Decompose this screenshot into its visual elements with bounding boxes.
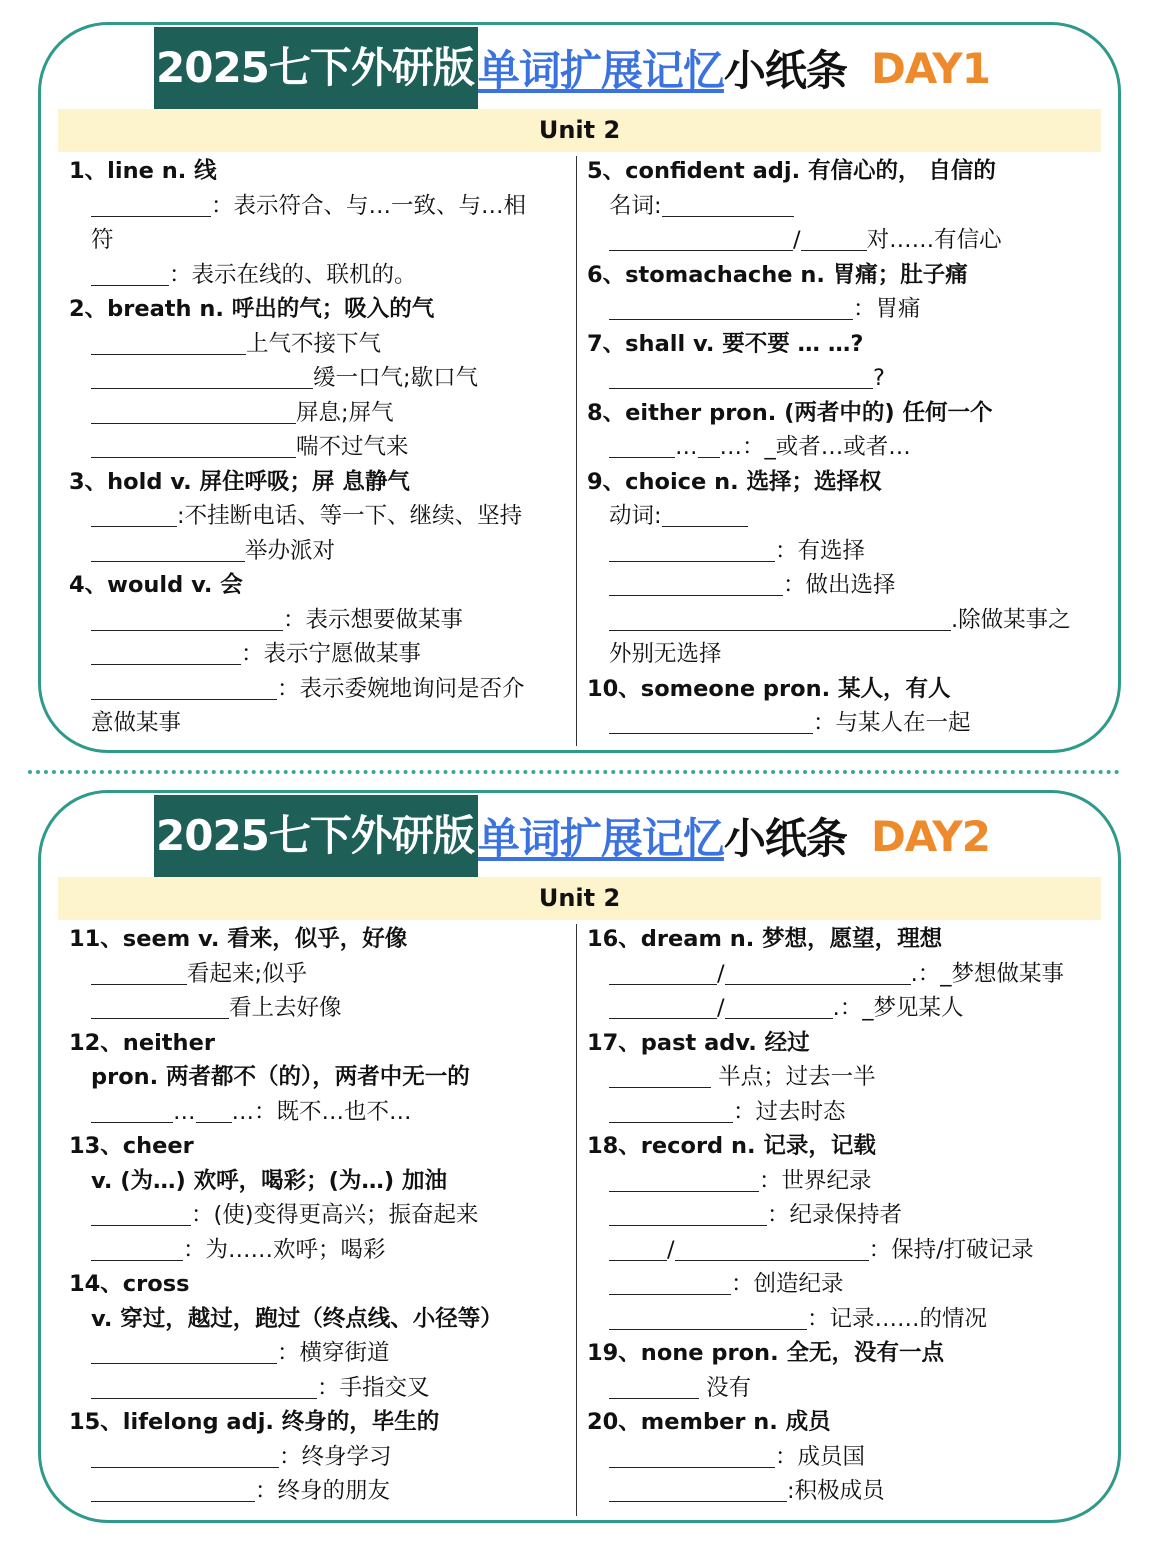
fill-in-blank[interactable] [609, 571, 783, 596]
word-entry-line [587, 1233, 1097, 1268]
word-entry-line [587, 991, 1097, 1026]
entry-text: / [793, 227, 801, 253]
fill-in-blank[interactable] [725, 994, 833, 1019]
entry-text: 看上去好像 [229, 995, 342, 1021]
entry-text: ：做出选择 [783, 572, 896, 598]
word-entry-line [587, 534, 1097, 569]
entry-text: ：(使)变得更高兴；振奋起来 [191, 1202, 479, 1228]
entry-text-after: .：_梦想做某事 [910, 960, 1064, 987]
right-column [587, 922, 1097, 1509]
entry-text: 喘不过气来 [296, 434, 409, 460]
word-entry-line [69, 327, 569, 362]
word-entry-line [587, 499, 1097, 534]
fill-in-blank[interactable] [662, 502, 748, 527]
entry-text: 14、cross [69, 1271, 190, 1297]
word-entry-heading [587, 922, 1097, 957]
word-entry-line [69, 1095, 569, 1130]
entry-text: 名词: [609, 192, 662, 219]
entry-text: 15、lifelong adj. 终身的，毕生的 [69, 1409, 440, 1435]
entry-text: 20、member n. 成员 [587, 1409, 831, 1435]
entry-text-after: .：_梦见某人 [832, 995, 964, 1021]
fill-in-blank[interactable] [609, 226, 793, 251]
entry-text: 3、hold v. 屏住呼吸；屏 息静气 [69, 468, 410, 495]
entry-text: 18、record n. 记录，记载 [587, 1133, 876, 1159]
entry-text: 没有 [699, 1374, 752, 1401]
column-divider [576, 924, 577, 1516]
word-entry-line [69, 1302, 569, 1337]
word-entry-line [587, 603, 1097, 638]
word-entry-heading [587, 396, 1097, 431]
fill-in-blank[interactable] [196, 1098, 232, 1123]
entry-text: 4、would v. 会 [69, 572, 243, 598]
fill-in-blank[interactable] [91, 330, 246, 355]
entry-text: ：纪录保持者 [767, 1202, 903, 1228]
fill-in-blank[interactable] [91, 1339, 277, 1364]
entry-text: 5、confident adj. 有信心的， 自信的 [587, 158, 996, 184]
entry-text: 1、line n. 线 [69, 158, 217, 184]
word-entry-heading [69, 1129, 569, 1164]
word-entry-line [69, 189, 569, 224]
fill-in-blank[interactable] [91, 640, 241, 665]
word-entry-line [69, 534, 569, 569]
word-entry-line [69, 1164, 569, 1199]
fill-in-blank[interactable] [609, 994, 717, 1019]
entry-text: ：记录……的情况 [807, 1305, 988, 1332]
fill-in-blank[interactable] [609, 364, 873, 389]
entry-text: / [717, 995, 725, 1021]
word-entry-line [69, 1371, 569, 1406]
word-entry-heading [69, 922, 569, 957]
word-entry-line [69, 396, 569, 431]
word-entry-heading [69, 1405, 569, 1440]
fill-in-blank[interactable] [801, 226, 867, 251]
fill-in-blank[interactable] [91, 364, 313, 389]
word-entry-line [69, 1233, 569, 1268]
word-entry-line [69, 1198, 569, 1233]
entry-text: 举办派对 [245, 537, 336, 564]
entry-text: 11、seem v. 看来，似乎，好像 [69, 926, 408, 952]
entry-text: ：有选择 [775, 537, 866, 564]
word-entry-line [587, 637, 1097, 672]
word-entry-line [69, 1336, 569, 1371]
entry-text: 屏息;屏气 [296, 399, 394, 426]
fill-in-blank[interactable] [609, 1443, 775, 1468]
title-black-part: 小纸条 [723, 46, 847, 95]
entry-text: :积极成员 [787, 1478, 885, 1504]
entry-text: ：横穿街道 [277, 1340, 390, 1366]
word-entry-line [587, 957, 1097, 992]
word-entry-heading [587, 327, 1097, 362]
entry-text: ：过去时态 [733, 1098, 846, 1125]
entry-text: 2、breath n. 呼出的气；吸入的气 [69, 296, 435, 322]
word-entry-line [69, 1474, 569, 1509]
entry-text-after: 对……有信心 [866, 227, 1002, 253]
word-entry-line [69, 991, 569, 1026]
word-entry-heading [587, 672, 1097, 707]
fill-in-blank[interactable] [609, 1098, 733, 1123]
fill-in-blank[interactable] [662, 192, 794, 217]
word-entry-line [587, 1302, 1097, 1337]
entry-text: ：手指交叉 [317, 1374, 430, 1401]
word-entry-line [587, 430, 1097, 465]
entry-text-after: ：保持/打破记录 [868, 1236, 1034, 1263]
entry-text: :不挂断电话、等一下、继续、坚持 [177, 503, 523, 529]
fill-in-blank[interactable] [91, 1374, 317, 1399]
word-entry-line [69, 603, 569, 638]
title-dark-part: 2025七下外研版 [154, 795, 478, 877]
note-card-day2 [38, 790, 1121, 1523]
fill-in-blank[interactable] [91, 1477, 255, 1502]
entry-text: ? [873, 365, 885, 391]
fill-in-blank[interactable] [91, 675, 277, 700]
word-entry-heading [587, 1405, 1097, 1440]
entry-text: ：与某人在一起 [813, 710, 971, 736]
entry-text: ：终身学习 [279, 1443, 392, 1470]
entry-text: v. (为…) 欢呼，喝彩；(为…) 加油 [91, 1167, 448, 1194]
entry-text: 10、someone pron. 某人，有人 [587, 675, 951, 702]
entry-text: 6、stomachache n. 胃痛；肚子痛 [587, 261, 968, 288]
entry-text: ：表示想要做某事 [283, 606, 464, 633]
fill-in-blank[interactable] [609, 537, 775, 562]
word-entry-line [69, 223, 569, 258]
entry-text: 看起来;似乎 [187, 960, 308, 987]
unit-header: Unit 2 [58, 109, 1101, 152]
fill-in-blank[interactable] [91, 261, 169, 286]
fill-in-blank[interactable] [609, 606, 951, 631]
word-entry-line [69, 1440, 569, 1475]
fill-in-blank[interactable] [609, 1477, 787, 1502]
entry-text: 半点；过去一半 [711, 1064, 876, 1090]
word-entry-line [69, 706, 569, 741]
entry-text: 意做某事 [91, 710, 182, 736]
word-entry-line [587, 361, 1097, 396]
fill-in-blank[interactable] [609, 1063, 711, 1088]
word-entry-line [69, 1060, 569, 1095]
word-entry-line [587, 706, 1097, 741]
entry-text: 外别无选择 [609, 641, 722, 667]
note-card-day1 [38, 22, 1121, 753]
entry-text: pron. 两者都不（的），两者中无一的 [91, 1064, 470, 1090]
entry-text: ：为……欢呼；喝彩 [183, 1236, 386, 1263]
fill-in-blank[interactable] [609, 1167, 759, 1192]
fill-in-blank[interactable] [91, 994, 229, 1019]
title-day-label: DAY2 [870, 811, 990, 861]
entry-text: 9、choice n. 选择；选择权 [587, 468, 882, 495]
right-column [587, 154, 1097, 741]
entry-text: .除做某事之 [951, 606, 1071, 633]
title-blue-part: 单词扩展记忆 [477, 46, 724, 95]
word-entry-heading [69, 568, 569, 603]
entry-text: 动词: [609, 503, 662, 529]
entry-text: 8、either pron. (两者中的) 任何一个 [587, 399, 993, 426]
entry-text: / [717, 960, 725, 987]
word-entry-heading [587, 258, 1097, 293]
fill-in-blank[interactable] [91, 433, 296, 458]
word-entry-line [587, 1440, 1097, 1475]
entry-text: / [667, 1236, 675, 1263]
fill-in-blank[interactable] [91, 960, 187, 985]
entry-text: 7、shall v. 要不要 … …? [587, 330, 864, 357]
word-entry-heading [587, 1026, 1097, 1061]
title-day-label: DAY1 [870, 43, 990, 93]
entry-text: ：胃痛 [853, 296, 921, 322]
entry-text: … [675, 434, 698, 460]
entry-text: 13、cheer [69, 1133, 194, 1159]
word-entry-heading [69, 1026, 569, 1061]
word-entry-heading [69, 465, 569, 500]
fill-in-blank[interactable] [609, 960, 717, 985]
word-entry-line [69, 957, 569, 992]
fill-in-blank[interactable] [91, 1236, 183, 1261]
entry-text: 19、none pron. 全无，没有一点 [587, 1340, 944, 1366]
word-entry-line [587, 568, 1097, 603]
entry-text: 17、past adv. 经过 [587, 1029, 810, 1056]
fill-in-blank[interactable] [609, 709, 813, 734]
fill-in-blank[interactable] [675, 1236, 869, 1261]
entry-text: … [173, 1098, 196, 1125]
word-entry-line [587, 189, 1097, 224]
title-blue-part: 单词扩展记忆 [477, 814, 724, 863]
entry-text: 16、dream n. 梦想，愿望，理想 [587, 926, 943, 952]
word-entry-line [587, 1267, 1097, 1302]
word-entry-line [69, 672, 569, 707]
word-entry-line [587, 1198, 1097, 1233]
word-entry-line [587, 292, 1097, 327]
fill-in-blank[interactable] [698, 433, 720, 458]
entry-text: ：表示在线的、联机的。 [169, 261, 417, 288]
entry-text: ：表示委婉地询问是否介 [277, 675, 525, 702]
entry-text: ：终身的朋友 [255, 1478, 391, 1504]
word-entry-line [69, 361, 569, 396]
fill-in-blank[interactable] [725, 960, 911, 985]
fill-in-blank[interactable] [609, 1305, 807, 1330]
entry-text: 符 [91, 227, 114, 253]
left-column [69, 154, 569, 741]
entry-text: 上气不接下气 [246, 330, 382, 357]
word-entry-heading [69, 1267, 569, 1302]
word-entry-line [587, 223, 1097, 258]
title-dark-part: 2025七下外研版 [154, 27, 478, 109]
word-entry-line [587, 1371, 1097, 1406]
fill-in-blank[interactable] [91, 399, 296, 424]
word-entry-line [587, 1060, 1097, 1095]
column-divider [576, 156, 577, 746]
word-entry-heading [69, 154, 569, 189]
title-black-part: 小纸条 [723, 814, 847, 863]
card-title [154, 795, 990, 877]
card-title [154, 27, 990, 109]
word-entry-line [69, 499, 569, 534]
word-entry-heading [69, 292, 569, 327]
entry-text: ：世界纪录 [759, 1167, 872, 1194]
word-entry-heading [587, 465, 1097, 500]
dotted-separator [28, 770, 1120, 774]
word-entry-line [69, 637, 569, 672]
word-entry-line [587, 1164, 1097, 1199]
word-entry-line [69, 430, 569, 465]
entry-text: ：表示宁愿做某事 [241, 641, 422, 667]
fill-in-blank[interactable] [609, 1374, 699, 1399]
fill-in-blank[interactable] [609, 1236, 667, 1261]
entry-text: ：成员国 [775, 1443, 866, 1470]
unit-header: Unit 2 [58, 877, 1101, 920]
word-entry-heading [587, 1336, 1097, 1371]
entry-text: ：表示符合、与…一致、与…相 [211, 192, 527, 219]
entry-text: 12、neither [69, 1029, 215, 1056]
entry-text: ：创造纪录 [731, 1271, 844, 1297]
fill-in-blank[interactable] [609, 433, 675, 458]
fill-in-blank[interactable] [609, 1201, 767, 1226]
word-entry-line [587, 1095, 1097, 1130]
word-entry-line [587, 1474, 1097, 1509]
fill-in-blank[interactable] [91, 192, 211, 217]
left-column [69, 922, 569, 1509]
entry-text-after: …：_或者…或者… [719, 434, 911, 460]
fill-in-blank[interactable] [91, 537, 245, 562]
fill-in-blank[interactable] [91, 1098, 173, 1123]
entry-text: v. 穿过，越过，跑过（终点线、小径等） [91, 1305, 503, 1332]
word-entry-line [69, 258, 569, 293]
fill-in-blank[interactable] [91, 1443, 279, 1468]
entry-text: 缓一口气;歇口气 [313, 365, 479, 391]
fill-in-blank[interactable] [91, 1201, 191, 1226]
word-entry-heading [587, 1129, 1097, 1164]
word-entry-heading [587, 154, 1097, 189]
fill-in-blank[interactable] [91, 606, 283, 631]
fill-in-blank[interactable] [91, 502, 177, 527]
fill-in-blank[interactable] [609, 295, 853, 320]
fill-in-blank[interactable] [609, 1270, 731, 1295]
entry-text-after: …：既不…也不… [231, 1098, 412, 1125]
